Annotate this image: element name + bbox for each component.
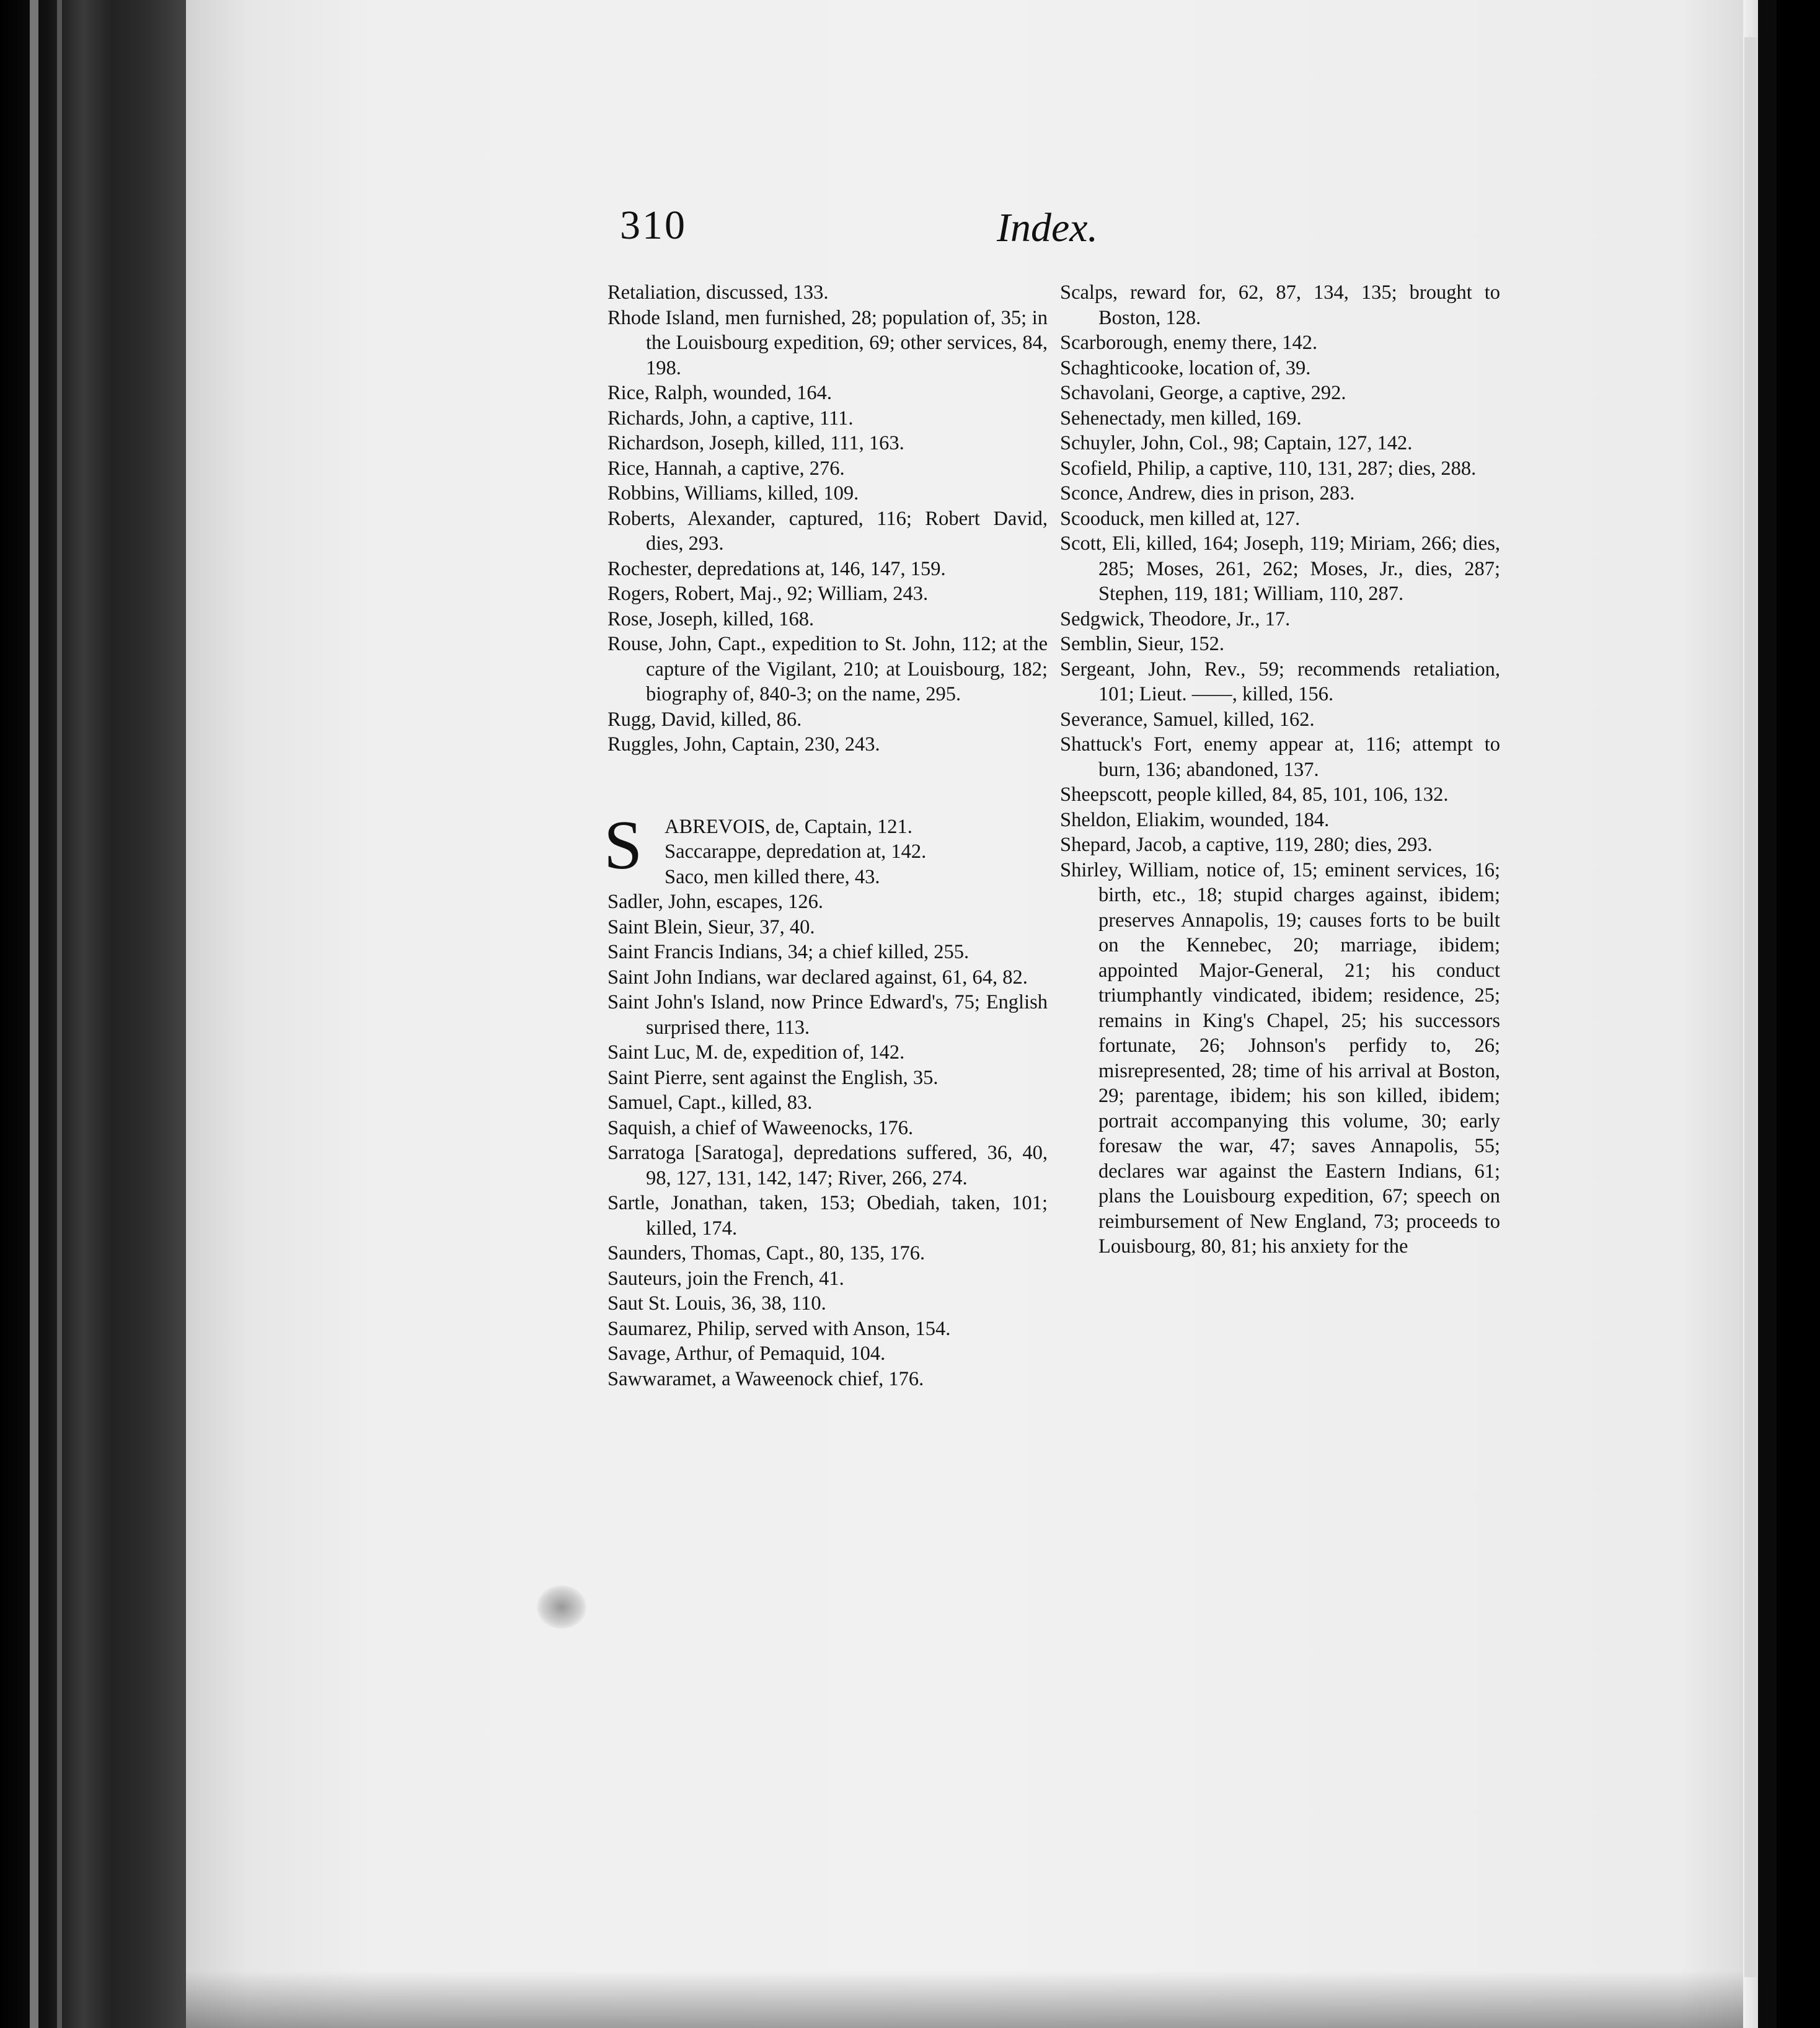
index-entry: Saunders, Thomas, Capt., 80, 135, 176. xyxy=(607,1242,925,1264)
index-entry: Richards, John, a captive, 111. xyxy=(607,407,854,430)
index-entry: Scofield, Philip, a captive, 110, 131, 287; dies, 288. xyxy=(1060,457,1477,480)
index-entry: Rose, Joseph, killed, 168. xyxy=(607,607,815,630)
page-edge-strip xyxy=(1744,37,1757,1977)
index-entry: Roberts, Alexander, captured, 116; Robert David, dies, 293. xyxy=(607,507,1048,555)
index-entry: Sartle, Jonathan, taken, 153; Obediah, taken, 101; killed, 174. xyxy=(607,1192,1048,1240)
index-entry: Saint Blein, Sieur, 37, 40. xyxy=(607,915,815,938)
index-entry: Shirley, William, notice of, 15; eminent services, 16; birth, etc., 18; stupid charges against, ibidem; preserves Annapolis, 19; causes forts to be built on the Kennebec, 20; marriage, ibidem; appointed Major-General, 21; his conduct triumphantly vindicated, ibidem; residence, 25; remains in King's Chapel, 25; his successors fortunate, 26; Johnson's perfidy to, 26; misrepresented, 28; time of his arrival at Boston, 29; parentage, ibidem; his son killed, ibidem; portrait accompanying this volume, 30; early foresaw the war, 47; saves Annapolis, 55; declares war against the Eastern Indians, 61; plans the Louisbourg expedition, 67; speech on reimbursement of New England, 73; proceeds to Louisbourg, 80, 81; his anxiety for the xyxy=(1060,858,1500,1258)
gutter-shadow xyxy=(1758,0,1777,2028)
index-entry: Savage, Arthur, of Pemaquid, 104. xyxy=(607,1342,886,1365)
index-entry: Sehenectady, men killed, 169. xyxy=(1060,407,1302,430)
index-entry: Sheldon, Eliakim, wounded, 184. xyxy=(1060,808,1330,831)
index-entry: Saut St. Louis, 36, 38, 110. xyxy=(607,1292,826,1315)
index-entry: Severance, Samuel, killed, 162. xyxy=(1060,708,1315,731)
index-entry: Scooduck, men killed at, 127. xyxy=(1060,507,1301,530)
index-entry: Saint John's Island, now Prince Edward's, 75; English surprised there, 113. xyxy=(607,991,1048,1039)
index-entry: Sarratoga [Saratoga], depredations suffered, 36, 40, 98, 127, 131, 142, 147; River, 266, 274. xyxy=(607,1142,1048,1189)
index-entry: Richardson, Joseph, killed, 111, 163. xyxy=(607,432,904,454)
s-entries-continued xyxy=(1060,280,1500,1259)
index-entry: Saccarappe, depredation at, 142. xyxy=(665,840,927,863)
index-entry: Ruggles, John, Captain, 230, 243. xyxy=(607,733,880,756)
index-column-left xyxy=(604,280,1048,1391)
index-entry: Semblin, Sieur, 152. xyxy=(1060,633,1225,655)
index-entry: Rice, Hannah, a captive, 276. xyxy=(607,457,845,480)
index-entry: ABREVOIS, de, Captain, 121. xyxy=(665,815,912,838)
facing-page-edge xyxy=(1743,0,1820,2028)
index-entry: Saint John Indians, war declared against, 61, 64, 82. xyxy=(607,966,1028,989)
index-entry: Scott, Eli, killed, 164; Joseph, 119; Miriam, 266; dies, 285; Moses, 261, 262; Moses, Jr., dies, 287; Stephen, 119, 181; William, 110, 287. xyxy=(1060,532,1500,605)
index-entry: Sedgwick, Theodore, Jr., 17. xyxy=(1060,607,1291,630)
index-entry: Rugg, David, killed, 86. xyxy=(607,708,802,731)
s-entries xyxy=(607,889,1048,1391)
index-entry: Saint Francis Indians, 34; a chief killed, 255. xyxy=(607,941,970,963)
scan-bottom-shadow xyxy=(186,1971,1743,2028)
index-entry: Sauteurs, join the French, 41. xyxy=(607,1267,844,1290)
index-entry: Shattuck's Fort, enemy appear at, 116; attempt to burn, 136; abandoned, 137. xyxy=(1060,733,1500,781)
index-entry: Sheepscott, people killed, 84, 85, 101, 106, 132. xyxy=(1060,783,1449,806)
index-entry: Saumarez, Philip, served with Anson, 154. xyxy=(607,1317,951,1340)
index-entry: Saco, men killed there, 43. xyxy=(665,865,880,888)
s-section-opening xyxy=(604,806,1048,890)
spine-edge-line xyxy=(30,0,38,2028)
drop-cap: S xyxy=(604,806,643,884)
index-entry: Retaliation, discussed, 133. xyxy=(607,281,829,304)
index-entry: Rice, Ralph, wounded, 164. xyxy=(607,382,832,404)
index-entry: Shepard, Jacob, a captive, 119, 280; dies, 293. xyxy=(1060,834,1433,856)
index-entry: Saint Pierre, sent against the English, 35. xyxy=(607,1066,939,1089)
index-column-right xyxy=(1060,280,1500,1259)
index-entry: Scalps, reward for, 62, 87, 134, 135; brought to Boston, 128. xyxy=(1060,281,1500,329)
index-entry: Samuel, Capt., killed, 83. xyxy=(607,1091,813,1114)
book-spine xyxy=(0,0,186,2028)
section-gap xyxy=(607,757,1048,814)
index-entry: Saint Luc, M. de, expedition of, 142. xyxy=(607,1041,905,1064)
index-entry: Sadler, John, escapes, 126. xyxy=(607,891,823,913)
index-entry: Rogers, Robert, Maj., 92; William, 243. xyxy=(607,583,929,605)
index-entry: Saquish, a chief of Waweenocks, 176. xyxy=(607,1116,914,1139)
index-entry: Schaghticooke, location of, 39. xyxy=(1060,356,1311,379)
page-number: 310 xyxy=(620,203,687,248)
index-entry: Robbins, Williams, killed, 109. xyxy=(607,482,859,505)
index-entry: Sergeant, John, Rev., 59; recommends retaliation, 101; Lieut. ——, killed, 156. xyxy=(1060,658,1500,705)
index-entry: Scarborough, enemy there, 142. xyxy=(1060,332,1318,354)
running-head-title: Index. xyxy=(997,205,1098,250)
index-entry: Sawwaramet, a Waweenock chief, 176. xyxy=(607,1367,924,1390)
index-entry: Schuyler, John, Col., 98; Captain, 127, 142. xyxy=(1060,432,1413,454)
index-entry: Rouse, John, Capt., expedition to St. John, 112; at the capture of the Vigilant, 210; at Louisbourg, 182; biography of, 840-3; on the name, 295. xyxy=(607,633,1048,705)
index-entry: Rochester, depredations at, 146, 147, 159. xyxy=(607,557,946,580)
r-entries xyxy=(607,280,1048,757)
spine-edge-line xyxy=(57,0,62,2028)
index-entry: Schavolani, George, a captive, 292. xyxy=(1060,382,1346,404)
index-entry: Rhode Island, men furnished, 28; population of, 35; in the Louisbourg expedition, 69; other services, 84, 198. xyxy=(607,306,1048,379)
index-entry: Sconce, Andrew, dies in prison, 283. xyxy=(1060,482,1355,505)
paper-stain xyxy=(537,1585,586,1629)
